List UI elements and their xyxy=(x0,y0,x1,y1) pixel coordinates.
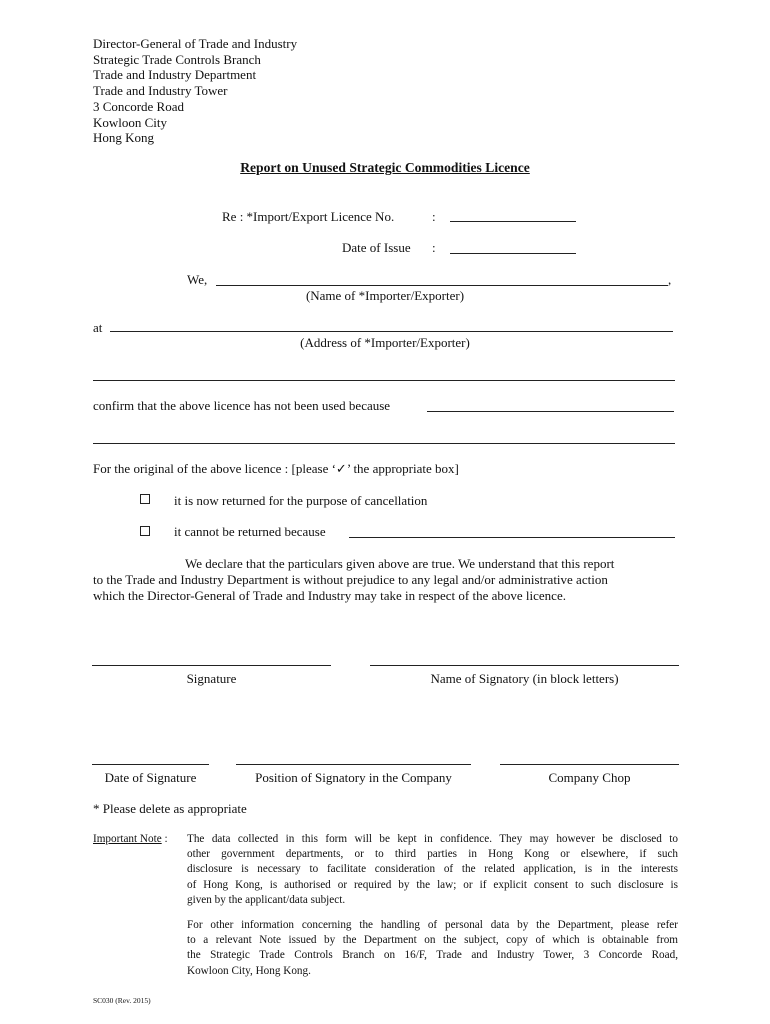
we-comma: , xyxy=(668,272,672,287)
form-code: SC030 (Rev. 2015) xyxy=(93,996,151,1005)
signature-label: Signature xyxy=(186,671,237,686)
signatory-name-label: Name of Signatory (in block letters) xyxy=(430,671,619,686)
important-note-paragraph-1 xyxy=(187,832,678,908)
note-line: of Hong Kong, is authorised or required by the law; or if explicit consent to such disclosure is xyxy=(187,878,678,891)
original-licence-instruction: For the original of the above licence : [please ‘✓’ the appropriate box] xyxy=(93,461,459,476)
signatory-name-field[interactable] xyxy=(370,665,679,666)
important-note-label: Important Note xyxy=(93,833,162,845)
address-line: Kowloon City xyxy=(93,115,168,130)
note-line: given by the applicant/data subject. xyxy=(187,893,346,906)
note-line: the Strategic Trade Controls Branch on 16/F, Trade and Industry Tower, 3 Concorde Road, xyxy=(187,949,678,962)
address-line: 3 Concorde Road xyxy=(93,99,184,114)
date-of-signature-label: Date of Signature xyxy=(104,770,197,785)
not-returned-reason-field[interactable] xyxy=(349,537,675,538)
note-line: disclosure is necessary to facilitate consideration of the related application, is in the interests xyxy=(187,863,678,876)
importer-address-field[interactable] xyxy=(110,331,673,332)
declaration xyxy=(93,556,677,604)
important-note-colon: : xyxy=(164,833,168,845)
form-title: Report on Unused Strategic Commodities Licence xyxy=(240,160,530,175)
returned-checkbox[interactable] xyxy=(140,494,150,504)
confirm-text: confirm that the above licence has not been used because xyxy=(93,398,391,413)
company-chop-field[interactable] xyxy=(500,764,679,765)
address-line: Strategic Trade Controls Branch xyxy=(93,52,261,67)
reason-field[interactable] xyxy=(427,411,674,412)
position-label: Position of Signatory in the Company xyxy=(255,770,452,785)
declaration-line: to the Trade and Industry Department is without prejudice to any legal and/or administrative action xyxy=(93,572,608,587)
date-of-issue-colon: : xyxy=(432,240,436,255)
note-line: other government departments, or to third parties in Hong Kong or elsewhere, if such xyxy=(187,848,678,861)
position-field[interactable] xyxy=(236,764,471,765)
not-returned-option-label: it cannot be returned because xyxy=(174,524,326,539)
returned-option-label: it is now returned for the purpose of cancellation xyxy=(174,493,428,508)
important-note-heading xyxy=(93,832,168,847)
important-note-paragraph-2 xyxy=(187,918,678,979)
address-line: Hong Kong xyxy=(93,130,155,145)
note-line: to a relevant Note issued by the Department on the subject, copy of which is obtainable from xyxy=(187,934,678,947)
date-of-issue-label: Date of Issue xyxy=(342,240,411,255)
date-of-issue-field[interactable] xyxy=(450,253,576,254)
note-line: For other information concerning the handling of personal data by the Department, please refer xyxy=(187,919,678,931)
address-line: Director-General of Trade and Industry xyxy=(93,36,298,51)
signature-field[interactable] xyxy=(92,665,331,666)
reason-continuation-field[interactable] xyxy=(93,443,675,444)
company-chop-label: Company Chop xyxy=(548,770,631,785)
address-continuation-field[interactable] xyxy=(93,380,675,381)
licence-no-field[interactable] xyxy=(450,221,576,222)
note-line: The data collected in this form will be kept in confidence. They may however be disclosed to xyxy=(187,833,678,845)
delete-note: * Please delete as appropriate xyxy=(93,801,247,816)
note-line: Kowloon City, Hong Kong. xyxy=(187,964,311,977)
not-returned-checkbox[interactable] xyxy=(140,526,150,536)
address-line: Trade and Industry Tower xyxy=(93,83,228,98)
licence-no-colon: : xyxy=(432,209,436,224)
date-of-signature-field[interactable] xyxy=(92,764,209,765)
declaration-line: which the Director-General of Trade and Industry may take in respect of the above licence. xyxy=(93,588,566,603)
we-label: We, xyxy=(187,272,208,287)
name-caption: (Name of *Importer/Exporter) xyxy=(305,288,465,303)
address-line: Trade and Industry Department xyxy=(93,67,257,82)
licence-no-label: Re : *Import/Export Licence No. xyxy=(222,209,395,224)
address-caption: (Address of *Importer/Exporter) xyxy=(300,335,470,350)
at-label: at xyxy=(93,320,103,335)
importer-name-field[interactable] xyxy=(216,285,668,286)
declaration-line: We declare that the particulars given above are true. We understand that this report xyxy=(185,556,615,571)
